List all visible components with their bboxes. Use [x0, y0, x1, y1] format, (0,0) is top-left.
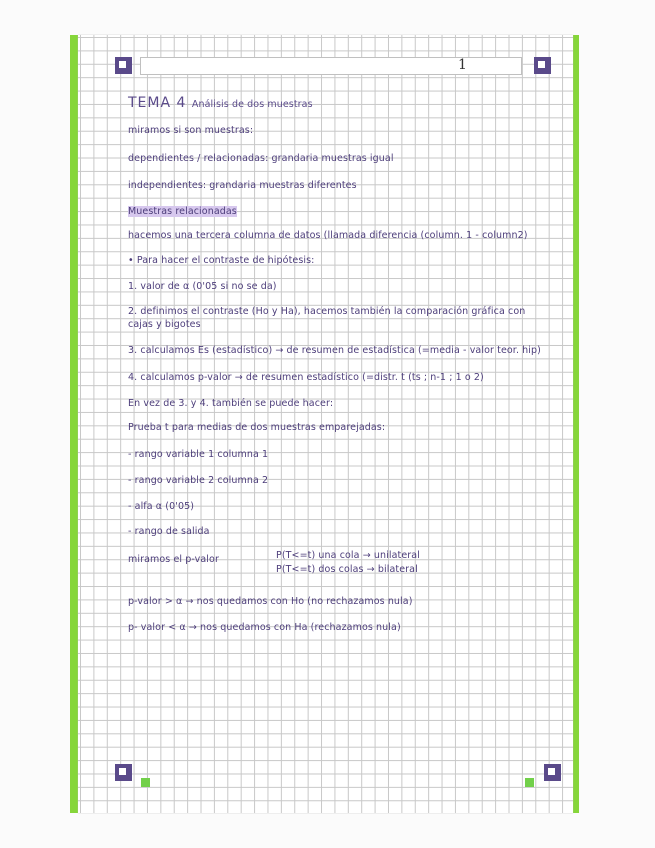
- note-line-20: P(T<=t) dos colas → bilateral: [276, 564, 418, 575]
- corner-marker-bottom-right: [544, 764, 561, 781]
- note-line-17: - rango de salida: [128, 526, 210, 537]
- note-line-19: P(T<=t) una cola → unilateral: [276, 550, 420, 561]
- corner-marker-top-left: [115, 57, 132, 74]
- corner-marker-top-right: [534, 57, 551, 74]
- left-green-margin: [70, 35, 78, 813]
- note-line-14: - rango variable 1 columna 1: [128, 449, 269, 460]
- green-square-bottom-right: [525, 778, 534, 787]
- corner-marker-bottom-left: [115, 764, 132, 781]
- note-line-15: - rango variable 2 columna 2: [128, 475, 269, 486]
- title-main: TEMA 4: [128, 95, 187, 111]
- page-number: 1: [458, 57, 467, 73]
- note-line-1: miramos si son muestras:: [128, 125, 254, 136]
- note-line-9: cajas y bigotes: [128, 319, 201, 330]
- page-title: [128, 95, 313, 111]
- highlighted-heading: Muestras relacionadas: [128, 206, 237, 217]
- note-line-7: 1. valor de α (0'05 si no se da): [128, 281, 277, 292]
- note-line-22: p- valor < α → nos quedamos con Ha (rechazamos nula): [128, 622, 401, 633]
- note-line-10: 3. calculamos Es (estadístico) → de resumen de estadística (=media - valor teor. hip): [128, 345, 541, 356]
- note-line-13: Prueba t para medias de dos muestras emparejadas:: [128, 422, 386, 433]
- note-line-12: En vez de 3. y 4. también se puede hacer:: [128, 398, 334, 409]
- note-line-18: miramos el p-valor: [128, 554, 219, 565]
- note-line-21: p-valor > α → nos quedamos con Ho (no rechazamos nula): [128, 596, 413, 607]
- note-line-11: 4. calculamos p-valor → de resumen estadístico (=distr. t (ts ; n-1 ; 1 o 2): [128, 372, 484, 383]
- title-sub: Análisis de dos muestras: [191, 99, 313, 110]
- note-line-5: hacemos una tercera columna de datos (llamada diferencia (column. 1 - column2): [128, 230, 528, 241]
- note-line-3: independientes: grandaria muestras diferentes: [128, 180, 357, 191]
- note-line-16: - alfa α (0'05): [128, 501, 195, 512]
- note-line-2: dependientes / relacionadas: grandaria muestras igual: [128, 153, 394, 164]
- note-line-6: • Para hacer el contraste de hipótesis:: [128, 255, 315, 266]
- green-square-bottom-left: [141, 778, 150, 787]
- note-line-8: 2. definimos el contraste (Ho y Ha), hacemos también la comparación gráfica con: [128, 306, 526, 317]
- note-line-4: [128, 206, 237, 217]
